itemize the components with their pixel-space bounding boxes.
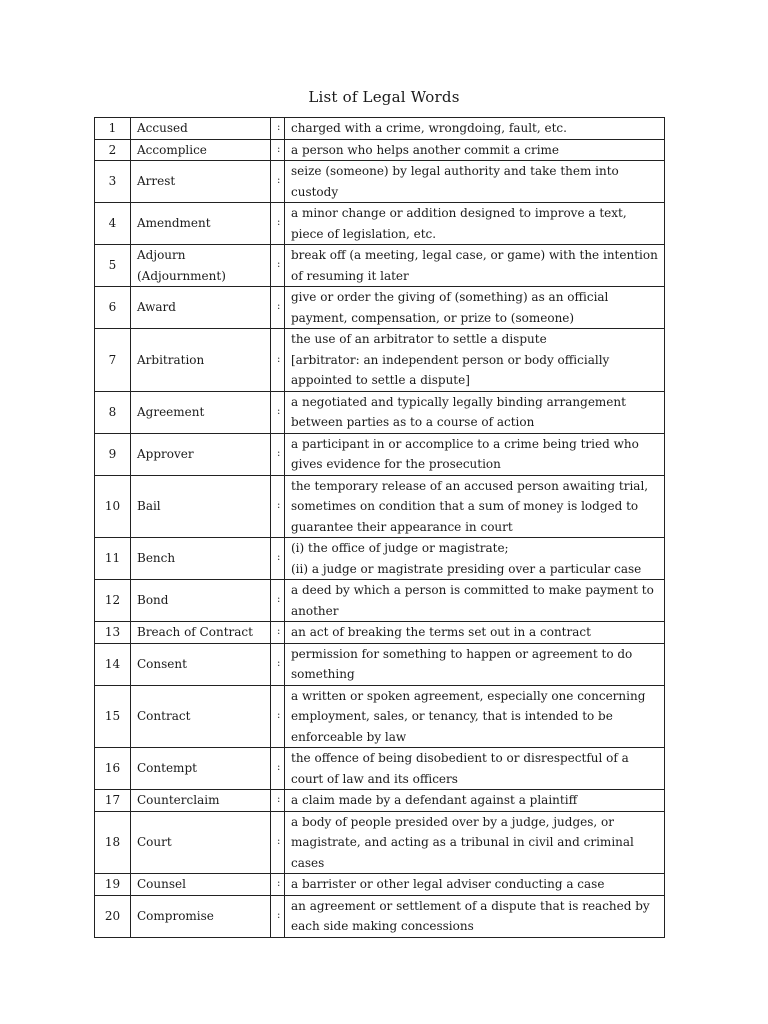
definition-text: employment, sales, or tenancy, that is intended to be — [291, 709, 613, 723]
term-text: Bench — [137, 551, 176, 566]
definition-cell — [285, 622, 665, 644]
definition-text: enforceable by law — [291, 729, 407, 744]
definition-cell — [285, 245, 665, 287]
definition-text: the temporary release of an accused person awaiting trial, — [291, 478, 649, 493]
term-text: Amendment — [137, 216, 211, 231]
table-row — [95, 139, 665, 161]
definition-text: appointed to settle a dispute] — [291, 373, 470, 387]
definition-text: charged with a crime, wrongdoing, fault, etc. — [291, 121, 567, 135]
definition-text: another — [291, 603, 339, 618]
definition-cell — [285, 329, 665, 392]
term-text: Consent — [137, 656, 187, 671]
term-text: Agreement — [137, 404, 205, 419]
term-cell — [131, 329, 271, 392]
separator: : — [271, 790, 285, 812]
separator: : — [271, 139, 285, 161]
table-row — [95, 685, 665, 748]
separator: : — [271, 748, 285, 790]
definition-cell — [285, 790, 665, 812]
definition-text: permission for something to happen or agreement to do — [291, 646, 633, 661]
term-cell — [131, 895, 271, 937]
definition-cell — [285, 139, 665, 161]
separator: : — [271, 538, 285, 580]
separator: : — [271, 643, 285, 685]
definition-cell — [285, 895, 665, 937]
separator: : — [271, 895, 285, 937]
legal-words-table — [94, 117, 665, 938]
table-row — [95, 245, 665, 287]
table-row — [95, 580, 665, 622]
row-number: 2 — [95, 139, 131, 161]
row-number: 9 — [95, 433, 131, 475]
definition-text: the use of an arbitrator to settle a dispute — [291, 332, 547, 346]
term-cell — [131, 245, 271, 287]
row-number: 14 — [95, 643, 131, 685]
table-row — [95, 622, 665, 644]
separator: : — [271, 685, 285, 748]
definition-cell — [285, 643, 665, 685]
definition-cell — [285, 538, 665, 580]
definition-text: [arbitrator: an independent person or body officially — [291, 352, 610, 367]
definition-text: a body of people presided over by a judge, judges, or — [291, 814, 614, 829]
row-number: 4 — [95, 203, 131, 245]
definition-text: a written or spoken agreement, especially one concerning — [291, 688, 646, 703]
term-cell — [131, 748, 271, 790]
term-text: Bond — [137, 593, 169, 608]
definition-cell — [285, 391, 665, 433]
definition-cell — [285, 433, 665, 475]
separator: : — [271, 118, 285, 140]
definition-cell — [285, 811, 665, 874]
definition-text: each side making concessions — [291, 919, 474, 933]
table-row — [95, 433, 665, 475]
term-cell — [131, 118, 271, 140]
separator: : — [271, 203, 285, 245]
definition-text: something — [291, 667, 355, 681]
row-number: 18 — [95, 811, 131, 874]
separator: : — [271, 874, 285, 896]
term-cell — [131, 139, 271, 161]
row-number: 13 — [95, 622, 131, 644]
term-text: Breach of Contract — [137, 625, 253, 639]
definition-text: break off (a meeting, legal case, or game) with the intention — [291, 248, 658, 262]
table-row — [95, 811, 665, 874]
term-text: Compromise — [137, 908, 214, 923]
term-text: Court — [137, 835, 172, 849]
separator: : — [271, 245, 285, 287]
term-text: Bail — [137, 499, 161, 513]
term-text: Arbitration — [137, 352, 205, 367]
definition-text: an agreement or settlement of a dispute that is reached by — [291, 898, 650, 913]
table-row — [95, 895, 665, 937]
definition-text: cases — [291, 855, 325, 870]
separator: : — [271, 622, 285, 644]
definition-text: sometimes on condition that a sum of money is lodged to — [291, 499, 639, 513]
term-text: Counsel — [137, 877, 186, 891]
definition-text: a claim made by a defendant against a plaintiff — [291, 793, 578, 807]
term-cell — [131, 580, 271, 622]
row-number: 19 — [95, 874, 131, 896]
legal-words-table-body — [95, 118, 665, 938]
definition-text: an act of breaking the terms set out in a contract — [291, 625, 591, 639]
term-text: Award — [137, 300, 176, 315]
definition-cell — [285, 161, 665, 203]
separator: : — [271, 433, 285, 475]
separator: : — [271, 475, 285, 538]
row-number: 7 — [95, 329, 131, 392]
definition-text: a deed by which a person is committed to make payment to — [291, 583, 654, 597]
definition-cell — [285, 287, 665, 329]
definition-text: a minor change or addition designed to improve a text, — [291, 206, 627, 220]
table-row — [95, 391, 665, 433]
table-row — [95, 643, 665, 685]
table-row — [95, 118, 665, 140]
definition-cell — [285, 685, 665, 748]
term-cell — [131, 685, 271, 748]
table-row — [95, 790, 665, 812]
table-row — [95, 475, 665, 538]
table-row — [95, 161, 665, 203]
term-text: Accomplice — [137, 142, 207, 157]
definition-cell — [285, 874, 665, 896]
definition-text: seize (someone) by legal authority and take them into — [291, 164, 619, 178]
term-text: Accused — [137, 121, 188, 135]
table-row — [95, 538, 665, 580]
definition-text: the offence of being disobedient to or disrespectful of a — [291, 751, 629, 765]
definition-text: guarantee their appearance in court — [291, 519, 513, 534]
term-cell — [131, 203, 271, 245]
term-cell — [131, 433, 271, 475]
page-title: List of Legal Words — [308, 88, 460, 106]
row-number: 11 — [95, 538, 131, 580]
definition-cell — [285, 748, 665, 790]
term-cell — [131, 475, 271, 538]
term-cell — [131, 391, 271, 433]
row-number: 17 — [95, 790, 131, 812]
definition-cell — [285, 118, 665, 140]
separator: : — [271, 287, 285, 329]
term-text: Adjourn — [137, 248, 186, 262]
row-number: 8 — [95, 391, 131, 433]
row-number: 10 — [95, 475, 131, 538]
definition-text: (ii) a judge or magistrate presiding over a particular case — [291, 561, 642, 576]
row-number: 6 — [95, 287, 131, 329]
term-cell — [131, 161, 271, 203]
definition-text: between parties as to a course of action — [291, 415, 535, 429]
row-number: 1 — [95, 118, 131, 140]
term-text: Approver — [137, 446, 194, 461]
definition-text: a person who helps another commit a crime — [291, 142, 560, 157]
term-cell — [131, 790, 271, 812]
row-number: 3 — [95, 161, 131, 203]
table-row — [95, 203, 665, 245]
definition-text: gives evidence for the prosecution — [291, 457, 501, 471]
row-number: 16 — [95, 748, 131, 790]
definition-text: a participant in or accomplice to a crime being tried who — [291, 436, 639, 451]
row-number: 5 — [95, 245, 131, 287]
separator: : — [271, 161, 285, 203]
separator: : — [271, 329, 285, 392]
definition-text: a barrister or other legal adviser conducting a case — [291, 877, 605, 891]
separator: : — [271, 391, 285, 433]
definition-text: piece of legislation, etc. — [291, 226, 437, 241]
definition-text: magistrate, and acting as a tribunal in civil and criminal — [291, 835, 634, 849]
definition-cell — [285, 475, 665, 538]
row-number: 20 — [95, 895, 131, 937]
term-text: Contract — [137, 709, 191, 723]
definition-cell — [285, 203, 665, 245]
term-text: (Adjournment) — [137, 268, 226, 283]
term-cell — [131, 643, 271, 685]
term-cell — [131, 622, 271, 644]
definition-text: (i) the office of judge or magistrate; — [291, 541, 509, 555]
term-cell — [131, 538, 271, 580]
row-number: 15 — [95, 685, 131, 748]
separator: : — [271, 811, 285, 874]
definition-text: of resuming it later — [291, 268, 409, 283]
table-row — [95, 329, 665, 392]
definition-text: give or order the giving of (something) as an official — [291, 290, 609, 304]
definition-text: custody — [291, 184, 339, 199]
term-text: Counterclaim — [137, 793, 220, 807]
term-text: Contempt — [137, 761, 197, 776]
definition-text: payment, compensation, or prize to (someone) — [291, 310, 575, 325]
separator: : — [271, 580, 285, 622]
definition-cell — [285, 580, 665, 622]
definition-text: a negotiated and typically legally binding arrangement — [291, 394, 626, 409]
table-row — [95, 748, 665, 790]
table-row — [95, 287, 665, 329]
term-cell — [131, 811, 271, 874]
row-number: 12 — [95, 580, 131, 622]
term-text: Arrest — [137, 174, 176, 189]
table-row — [95, 874, 665, 896]
definition-text: court of law and its officers — [291, 771, 458, 786]
term-cell — [131, 287, 271, 329]
term-cell — [131, 874, 271, 896]
